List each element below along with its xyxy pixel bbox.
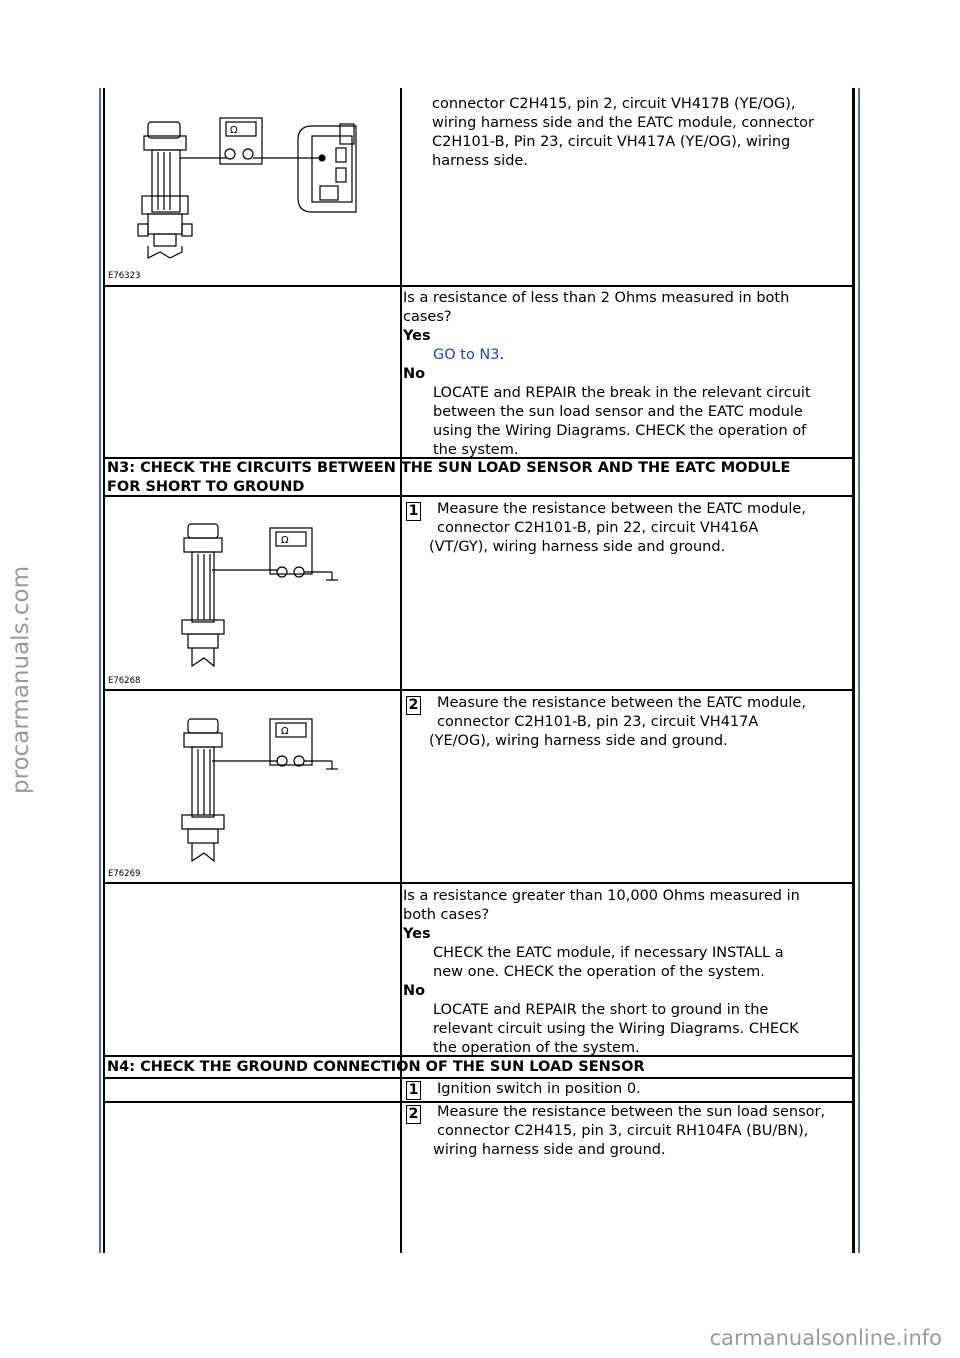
watermark-left: procarmanuals.com (8, 566, 34, 794)
figure-id-label: E76323 (108, 271, 141, 281)
step-number: 2 (406, 1105, 421, 1124)
row-divider (104, 882, 854, 884)
n3-step2-text: Measure the resistance between the EATC module, connector C2H101-B, pin 23, circuit VH417A (YE/OG), wiring harness side and ground. (429, 695, 806, 749)
ohm-symbol: Ω (230, 125, 238, 136)
step-number: 1 (406, 502, 421, 521)
figure-connector-meter-ground-1 (108, 510, 393, 680)
n3-heading: N3: CHECK THE CIRCUITS BETWEEN THE SUN LOAD SENSOR AND THE EATC MODULE FOR SHORT TO GROUND (107, 460, 791, 495)
go-to-n3-link[interactable]: GO to N3 (433, 347, 500, 363)
n4-step1-text: Ignition switch in position 0. (437, 1081, 641, 1097)
svg-text:Ω: Ω (281, 535, 289, 546)
figure-connector-meter-ground-2 (108, 705, 393, 875)
row1-text: connector C2H415, pin 2, circuit VH417B (YE/OG), wiring harness side and the EATC module, connector C2H101-B, Pin 23, circuit VH417A (YE/OG), wiring harness side. (432, 96, 814, 169)
step-number: 1 (406, 1081, 421, 1100)
left-margin-rule (99, 88, 101, 1253)
figure-id-label: E76269 (108, 869, 141, 879)
watermark-bottom: carmanualsonline.info (709, 1326, 942, 1350)
svg-text:Ω: Ω (281, 726, 289, 737)
step-number: 2 (406, 696, 421, 715)
right-margin-rule (858, 88, 860, 1253)
n3-step1-text: Measure the resistance between the EATC module, connector C2H101-B, pin 22, circuit VH416A (VT/GY), wiring harness side and ground. (429, 501, 806, 555)
question1-block: Is a resistance of less than 2 Ohms measured in both cases? Yes GO to N3. No LOCATE and REPAIR the break in the relevant circuit between the sun load sensor and the EATC module using the Wiring Diagrams. CHECK the operation of the system. (403, 290, 811, 458)
n4-step2-text: Measure the resistance between the sun load sensor, connector C2H415, pin 3, circuit RH104FA (BU/BN), wiring harness side and ground. (433, 1104, 826, 1158)
figure-connector-meter-connector (108, 100, 393, 280)
row-divider (104, 1077, 854, 1079)
n4-heading: N4: CHECK THE GROUND CONNECTION OF THE SUN LOAD SENSOR (107, 1059, 645, 1075)
row-divider (104, 285, 854, 287)
figure-id-label: E76268 (108, 676, 141, 686)
row-divider (104, 689, 854, 691)
question2-block: Is a resistance greater than 10,000 Ohms measured in both cases? Yes CHECK the EATC module, if necessary INSTALL a new one. CHECK the operation of the system. No LOCATE and REPAIR the short to ground in the relevant circuit using the Wiring Diagrams. CHECK the operation of the system. (403, 888, 800, 1056)
